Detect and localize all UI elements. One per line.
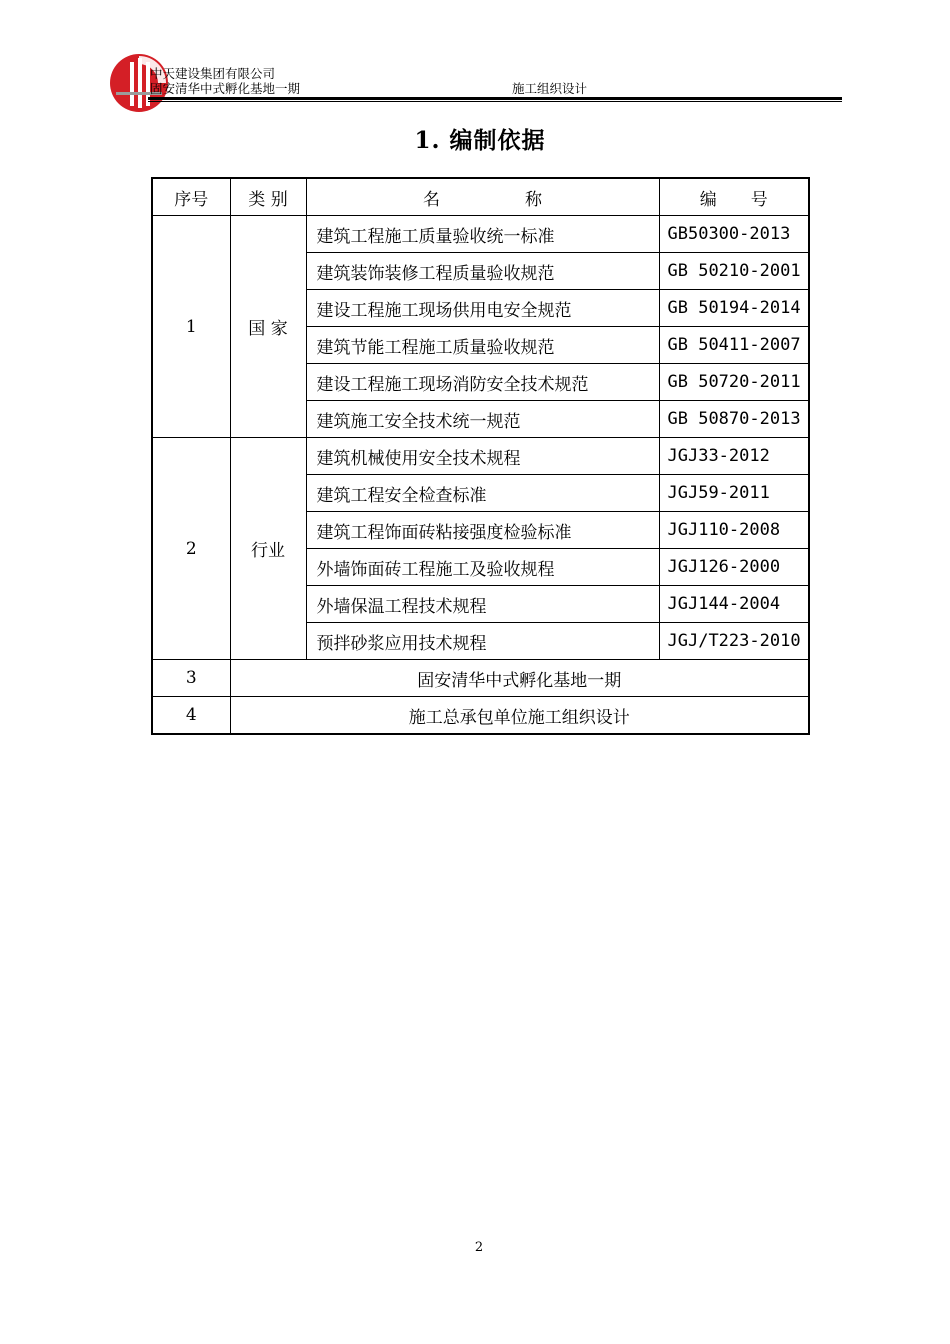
table-row	[152, 697, 809, 735]
standard-name: 建筑机械使用安全技术规程	[306, 438, 659, 475]
row-no: 4	[152, 697, 230, 735]
standard-code: GB 50720-2011	[659, 364, 809, 401]
standard-code: JGJ110-2008	[659, 512, 809, 549]
row-text: 施工总承包单位施工组织设计	[230, 697, 809, 735]
standard-name: 建筑工程安全检查标准	[306, 475, 659, 512]
standard-name: 外墙饰面砖工程施工及验收规程	[306, 549, 659, 586]
standard-code: GB 50194-2014	[659, 290, 809, 327]
group-category: 行业	[230, 438, 306, 660]
standard-code: GB 50870-2013	[659, 401, 809, 438]
standard-code: JGJ/T223-2010	[659, 623, 809, 660]
row-no: 3	[152, 660, 230, 697]
standard-name: 建筑装饰装修工程质量验收规范	[306, 253, 659, 290]
basis-table	[151, 177, 810, 735]
header-code: 编 号	[659, 178, 809, 216]
page-number: 2	[474, 1240, 484, 1255]
group-category: 国 家	[230, 216, 306, 438]
standard-name: 建筑节能工程施工质量验收规范	[306, 327, 659, 364]
standard-code: GB 50210-2001	[659, 253, 809, 290]
standard-name: 建设工程施工现场消防安全技术规范	[306, 364, 659, 401]
standard-code: JGJ33-2012	[659, 438, 809, 475]
table-header-row	[152, 178, 809, 216]
standard-code: JGJ126-2000	[659, 549, 809, 586]
standard-code: JGJ144-2004	[659, 586, 809, 623]
table-row	[152, 216, 809, 253]
standard-code: GB 50411-2007	[659, 327, 809, 364]
row-text: 固安清华中式孵化基地一期	[230, 660, 809, 697]
standard-code: JGJ59-2011	[659, 475, 809, 512]
standard-code: GB50300-2013	[659, 216, 809, 253]
group-no: 1	[152, 216, 230, 438]
standard-name: 建筑工程饰面砖粘接强度检验标准	[306, 512, 659, 549]
standard-name: 外墙保温工程技术规程	[306, 586, 659, 623]
standard-name: 预拌砂浆应用技术规程	[306, 623, 659, 660]
header-rule	[148, 97, 842, 102]
header-project: 固安清华中式孵化基地一期	[150, 81, 301, 96]
table-row	[152, 660, 809, 697]
header-no: 序号	[152, 178, 230, 216]
table-row	[152, 438, 809, 475]
header-name: 名 称	[306, 178, 659, 216]
group-no: 2	[152, 438, 230, 660]
header-category: 类 别	[230, 178, 306, 216]
standard-name: 建筑施工安全技术统一规范	[306, 401, 659, 438]
standard-name: 建设工程施工现场供用电安全规范	[306, 290, 659, 327]
header-doc-title: 施工组织设计	[512, 81, 588, 96]
header-company: 中天建设集团有限公司	[150, 66, 276, 81]
section-title: 1. 编制依据	[414, 127, 546, 154]
standard-name: 建筑工程施工质量验收统一标准	[306, 216, 659, 253]
